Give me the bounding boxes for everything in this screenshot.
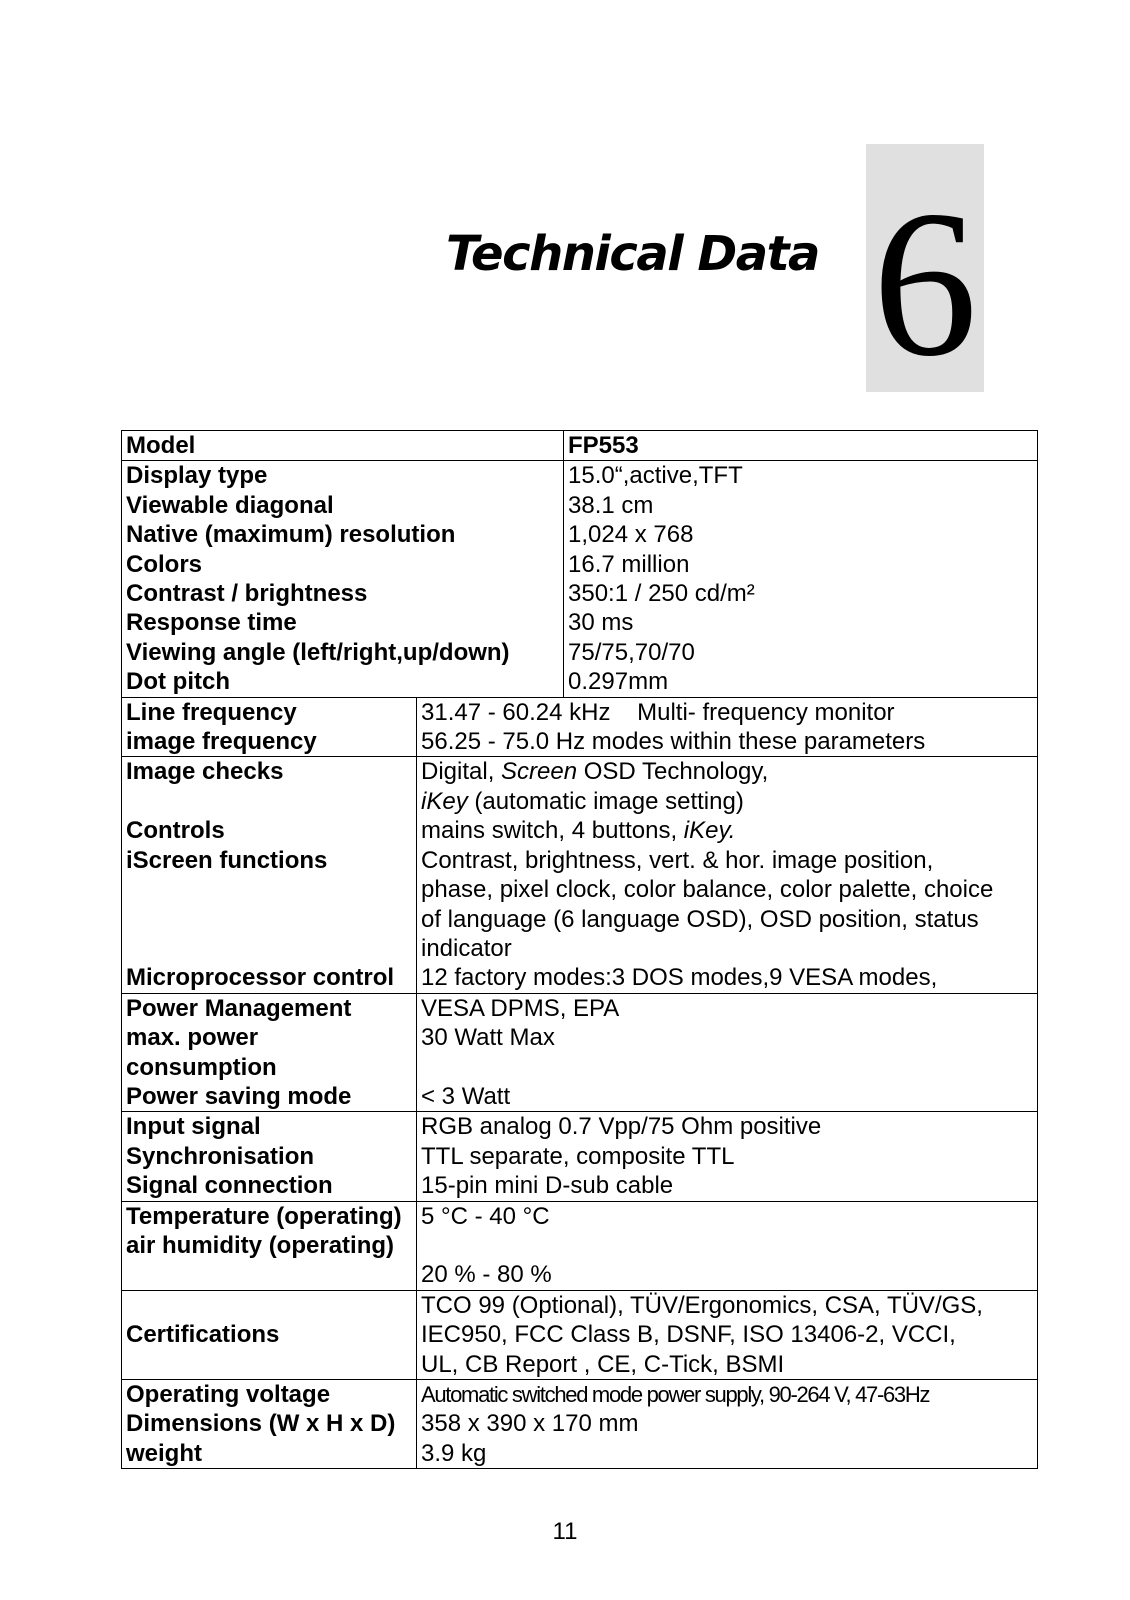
physical-label: Dimensions (W x H x D) bbox=[126, 1410, 396, 1438]
model-value-cell bbox=[564, 431, 1038, 461]
spec-label: Native (maximum) resolution bbox=[126, 521, 456, 549]
signal-label: Synchronisation bbox=[126, 1142, 315, 1170]
ikey-italic: iKey bbox=[421, 787, 468, 815]
chapter-number-box bbox=[866, 144, 984, 400]
panel-specs-values bbox=[564, 461, 1038, 697]
max-power-value: 30 Watt Max bbox=[421, 1024, 555, 1052]
table-row-signal bbox=[122, 1112, 1038, 1201]
line-frequency-value: 31.47 - 60.24 kHz Multi- frequency monitor bbox=[421, 698, 895, 726]
spec-value: 16.7 million bbox=[568, 550, 690, 578]
page-title: Technical Data bbox=[446, 226, 819, 282]
image-checks-value bbox=[421, 757, 1033, 786]
environment-labels bbox=[122, 1201, 417, 1290]
certification-line: UL, CB Report , CE, C-Tick, BSMI bbox=[421, 1350, 785, 1378]
signal-label: Input signal bbox=[126, 1113, 261, 1141]
model-label-cell bbox=[122, 431, 564, 461]
spec-label: Response time bbox=[126, 609, 297, 637]
blank-line bbox=[126, 934, 412, 963]
spec-value: 75/75,70/70 bbox=[568, 638, 695, 666]
signal-label: Signal connection bbox=[126, 1172, 333, 1200]
panel-specs-labels bbox=[122, 461, 564, 697]
blank-line bbox=[126, 875, 412, 904]
humidity-label: air humidity (operating) bbox=[126, 1231, 395, 1259]
table-row-environment bbox=[122, 1201, 1038, 1290]
temperature-label: Temperature (operating) bbox=[126, 1202, 402, 1230]
iscreen-line: indicator bbox=[421, 934, 512, 962]
controls-italic: iKey. bbox=[683, 817, 736, 845]
line-frequency-label: Line frequency bbox=[126, 698, 297, 726]
frequency-labels bbox=[122, 697, 417, 757]
controls-values bbox=[417, 757, 1038, 993]
microprocessor-control-label: Microprocessor control bbox=[126, 964, 395, 992]
spec-label: Display type bbox=[126, 462, 268, 490]
image-frequency-label: image frequency bbox=[126, 728, 317, 756]
operating-voltage-value: Automatic switched mode power supply, 90-264 V, 47-63Hz bbox=[421, 1381, 930, 1407]
power-saving-label: Power saving mode bbox=[126, 1082, 352, 1110]
power-labels bbox=[122, 993, 417, 1112]
spec-value: 38.1 cm bbox=[568, 491, 654, 519]
table-row-frequency bbox=[122, 697, 1038, 757]
ikey-value bbox=[421, 787, 1033, 816]
spec-value: 30 ms bbox=[568, 609, 634, 637]
power-management-label: Power Management bbox=[126, 994, 352, 1022]
spec-label: Colors bbox=[126, 550, 203, 578]
physical-values bbox=[417, 1379, 1038, 1468]
iscreen-functions-label: iScreen functions bbox=[126, 846, 328, 874]
environment-values bbox=[417, 1201, 1038, 1290]
blank-line bbox=[421, 1053, 1033, 1082]
model-value: FP553 bbox=[568, 432, 639, 459]
controls-label: Controls bbox=[126, 817, 225, 845]
certification-line: TCO 99 (Optional), TÜV/Ergonomics, CSA, TÜV/GS, bbox=[421, 1291, 983, 1319]
image-checks-prefix: Digital, bbox=[421, 758, 502, 786]
blank-line bbox=[126, 904, 412, 933]
controls-prefix: mains switch, 4 buttons, bbox=[421, 817, 684, 845]
spec-label: Viewing angle (left/right,up/down) bbox=[126, 638, 510, 666]
physical-label: Operating voltage bbox=[126, 1380, 331, 1408]
spec-label: Viewable diagonal bbox=[126, 491, 334, 519]
certifications-values bbox=[417, 1290, 1038, 1379]
table-row-panel-specs bbox=[122, 461, 1038, 697]
image-checks-italic: Screen bbox=[501, 758, 578, 786]
spec-value: 350:1 / 250 cd/m² bbox=[568, 580, 755, 608]
controls-labels bbox=[122, 757, 417, 993]
image-frequency-value: 56.25 - 75.0 Hz modes within these parameters bbox=[421, 728, 926, 756]
spec-label: Dot pitch bbox=[126, 668, 230, 696]
physical-value bbox=[421, 1380, 1033, 1409]
spec-value: 15.0“,active,TFT bbox=[568, 462, 743, 490]
iscreen-line: of language (6 language OSD), OSD position, status bbox=[421, 905, 979, 933]
physical-value: 358 x 390 x 170 mm bbox=[421, 1410, 639, 1438]
blank-line bbox=[126, 787, 412, 816]
humidity-value: 20 % - 80 % bbox=[421, 1261, 552, 1289]
spec-value: 0.297mm bbox=[568, 668, 669, 696]
spec-label: Contrast / brightness bbox=[126, 580, 368, 608]
power-saving-value: < 3 Watt bbox=[421, 1082, 511, 1110]
table-row-power bbox=[122, 993, 1038, 1112]
table-row-controls bbox=[122, 757, 1038, 993]
ikey-suffix: (automatic image setting) bbox=[467, 787, 744, 815]
table-row-certifications bbox=[122, 1290, 1038, 1379]
image-checks-suffix: OSD Technology, bbox=[577, 758, 769, 786]
table-row-model bbox=[122, 431, 1038, 461]
physical-value: 3.9 kg bbox=[421, 1439, 487, 1467]
signal-value: 15-pin mini D-sub cable bbox=[421, 1172, 674, 1200]
power-values bbox=[417, 993, 1038, 1112]
iscreen-line: Contrast, brightness, vert. & hor. image position, bbox=[421, 846, 934, 874]
temperature-value: 5 °C - 40 °C bbox=[421, 1202, 550, 1230]
physical-labels bbox=[122, 1379, 417, 1468]
technical-data-table bbox=[121, 430, 1038, 1469]
frequency-values bbox=[417, 697, 1038, 757]
max-power-label: max. power consumption bbox=[126, 1024, 277, 1081]
iscreen-line: phase, pixel clock, color balance, color palette, choice bbox=[421, 876, 994, 904]
table-row-physical bbox=[122, 1379, 1038, 1468]
signal-values bbox=[417, 1112, 1038, 1201]
model-label: Model bbox=[126, 432, 196, 459]
image-checks-label: Image checks bbox=[126, 758, 284, 786]
blank-line bbox=[421, 1231, 1033, 1260]
signal-labels bbox=[122, 1112, 417, 1201]
page-number: 11 bbox=[552, 1518, 578, 1545]
signal-value: TTL separate, composite TTL bbox=[421, 1142, 735, 1170]
physical-label: weight bbox=[126, 1439, 202, 1467]
chapter-number: 6 bbox=[872, 168, 978, 400]
signal-value: RGB analog 0.7 Vpp/75 Ohm positive bbox=[421, 1113, 822, 1141]
certifications-label: Certifications bbox=[126, 1321, 280, 1349]
microprocessor-control-value: 12 factory modes:3 DOS modes,9 VESA modes, bbox=[421, 964, 938, 992]
power-management-value: VESA DPMS, EPA bbox=[421, 994, 620, 1022]
spec-value: 1,024 x 768 bbox=[568, 521, 694, 549]
certification-line: IEC950, FCC Class B, DSNF, ISO 13406-2, VCCI, bbox=[421, 1321, 956, 1349]
certifications-label-cell bbox=[122, 1290, 417, 1379]
controls-value bbox=[421, 816, 1033, 845]
